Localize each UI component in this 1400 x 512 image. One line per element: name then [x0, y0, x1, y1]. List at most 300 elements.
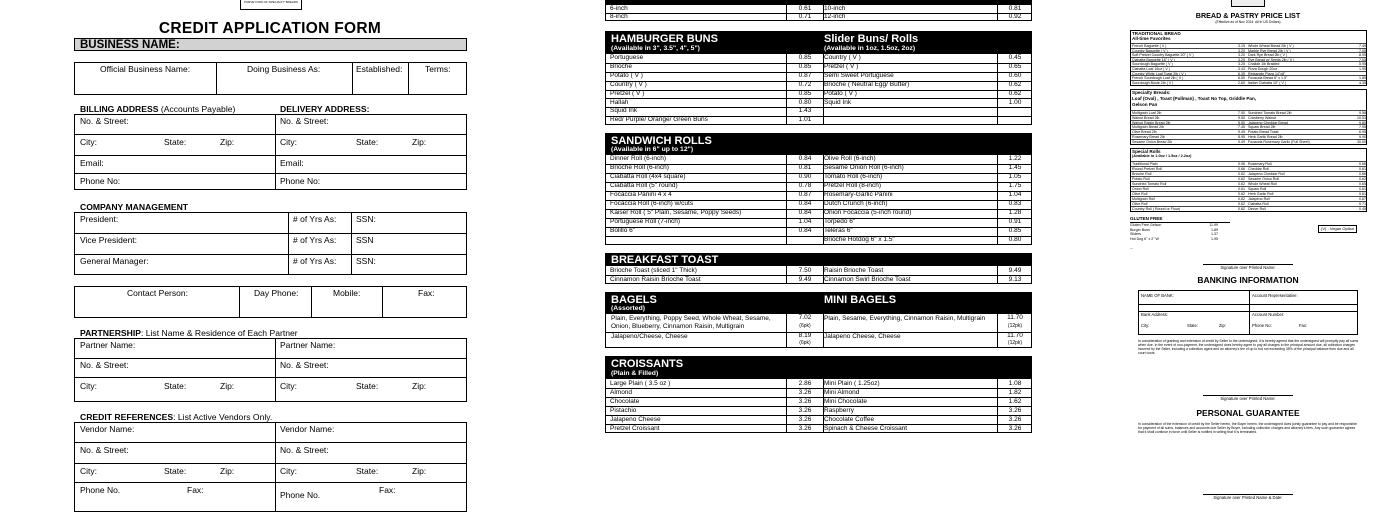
- menu-item-price: 1.62: [997, 397, 1032, 406]
- price-value: 0.61: [1238, 187, 1245, 191]
- menu-item-name: Pretzel ( V ): [610, 89, 645, 97]
- price-item-name: Soft Pretzel Country Baguette 20" ( V ): [1132, 53, 1194, 58]
- price-value: 0.62: [1238, 177, 1245, 181]
- menu-item-price: 3.26: [786, 415, 824, 424]
- signature-line-2: Signature over Printed Name:: [1203, 395, 1293, 402]
- bagels-title: BAGELS: [611, 294, 657, 306]
- bagels-cheese-price: 8.19: [798, 332, 812, 339]
- menu-item-price: 3.26: [786, 406, 824, 415]
- mini-bagels-flavors: Plain, Sesame, Everything, Cinnamon Raisin, Multigrain: [824, 315, 986, 322]
- menu-item-name: Pretzel Roll (8-inch): [824, 181, 882, 189]
- bank-zip-label: Zip:: [1219, 323, 1226, 328]
- banking-info-box: [1138, 290, 1358, 335]
- partner2-city-label: City:: [280, 381, 297, 391]
- menu-item-price: 0.81: [786, 164, 824, 173]
- price-item-name: Multigrain Bread 2lb: [1132, 125, 1164, 130]
- price-value: 3.25: [1238, 57, 1245, 62]
- price-value: 0.62: [1238, 207, 1245, 211]
- price-item-name: Sesame Onion Roll: [1248, 177, 1279, 181]
- price-value: 1.95: [1359, 67, 1366, 71]
- bagels-row-1: [606, 314, 1031, 333]
- menu-item-price: 9.49: [997, 266, 1032, 275]
- hamburger-title: HAMBURGER BUNS: [611, 33, 718, 45]
- hamburger-rows: [606, 54, 1031, 125]
- menu-item-name: [824, 107, 994, 116]
- vendor1-phone-label: Phone No.: [80, 485, 121, 495]
- price-item-name: Cheddar Roll: [1248, 167, 1269, 171]
- menu-item-name: Dutch Crunch (6-inch): [824, 199, 888, 207]
- billing-state-label: State:: [164, 137, 187, 147]
- partnership-box: [74, 338, 467, 402]
- price-value: 10.53: [1357, 115, 1366, 120]
- menu-item-name: Brioche Hotdog 6" x 1.5": [824, 235, 895, 243]
- price-value: 9.49: [1238, 139, 1245, 144]
- price-item-name: Onion Roll: [1132, 187, 1149, 191]
- sandwich-section: [605, 133, 1032, 245]
- price-item-name: Ciabatta Roll: [1248, 202, 1269, 206]
- price-item-name: French Sourdough Loaf 2lb ( V ): [1132, 76, 1184, 81]
- billing-delivery-box: [74, 114, 467, 190]
- banking-info-title: BANKING INFORMATION: [1197, 275, 1299, 285]
- mini-bagels-price: 11.70: [1007, 314, 1023, 321]
- menu-item-name: Portuguese Roll (7-inch): [610, 217, 681, 225]
- gluten-free-item: Hot Dog 6" x 2" W: [1130, 236, 1159, 241]
- price-item-name: Ciabatta Loaf 16oz ( V ): [1132, 67, 1170, 71]
- price-item-name: Sundried Tomato Bread 2lb: [1248, 111, 1292, 115]
- price-item-name: Herb Garlic Roll: [1248, 192, 1274, 196]
- price-item-name: Rosemary Roll: [1248, 162, 1272, 166]
- price-value: 0.61: [1359, 167, 1366, 171]
- menu-item-price: 1.22: [997, 155, 1032, 164]
- menu-item-price: 1.04: [786, 218, 824, 227]
- bagels-row-2: [606, 332, 1031, 348]
- gm-ssn-label: SSN:: [356, 256, 376, 266]
- menu-item-name: Brioche Toast (sliced 1" Thick): [610, 267, 697, 274]
- menu-item-price: 0.84: [786, 227, 824, 236]
- menu-item-name: Focaccia Roll (6-inch) w/cuts: [610, 199, 694, 207]
- menu-item-name: Almond: [610, 389, 633, 396]
- price-value: 2.60: [1238, 80, 1245, 85]
- menu-item-name: Ciabatta Roll (4x4 square): [610, 172, 686, 180]
- price-item-name: Sundried Tomato Roll: [1132, 182, 1167, 186]
- partner1-name-label: Partner Name:: [80, 340, 136, 350]
- menu-item-price: 0.90: [786, 173, 824, 182]
- traditional-bread-rows: [1131, 43, 1366, 86]
- menu-item-price: 1.82: [997, 388, 1032, 397]
- mini-bagels-cheese-price: 11.70: [1007, 332, 1023, 339]
- vendor1-fax-label: Fax:: [187, 485, 204, 495]
- bank-fax-label: Fax:: [1299, 323, 1308, 328]
- price-item-name: Multigrain Loaf 2lb: [1132, 111, 1162, 115]
- price-value: 5.95: [1359, 62, 1366, 67]
- gluten-free-item: Burger Buns: [1130, 227, 1150, 232]
- price-item-name: Jalapeno Cheddar Bread: [1248, 120, 1288, 125]
- price-value: 0.66: [1359, 172, 1366, 176]
- menu-item-name: Hallah: [610, 98, 629, 106]
- fax-label: Fax:: [418, 288, 435, 298]
- price-value: 1.85: [1359, 76, 1366, 81]
- menu-item-name: Bolillo 6": [610, 226, 636, 234]
- price-item-name: Focaccia Rosemary Garlic (Full Sheet): [1248, 139, 1310, 144]
- traditional-bread-box: [1130, 30, 1367, 86]
- menu-item-name: Country ( V ): [824, 54, 861, 61]
- croissants-header: [606, 357, 1031, 379]
- bagels-unit: (6pk): [799, 323, 811, 329]
- price-item-name: Squaw Bread 2lb: [1248, 125, 1276, 130]
- menu-item-price: 0.60: [997, 72, 1032, 81]
- partner2-zip-label: Zip:: [412, 381, 427, 391]
- price-value: 0.62: [1359, 177, 1366, 181]
- menu-item-name: Semi Sweet Portuguese: [824, 71, 894, 79]
- price-item-name: Dark Rye Bread 2lb ( V ): [1248, 53, 1288, 58]
- menu-item-price: 0.83: [997, 200, 1032, 209]
- menu-row: [606, 424, 1031, 433]
- menu-item-price: 2.86: [786, 379, 824, 388]
- price-item-name: Marble Rye Bread 2lb ( V ): [1248, 48, 1291, 53]
- price-value: 7.05: [1359, 48, 1366, 53]
- price-item-name: Country Baguette ( V ): [1132, 48, 1168, 53]
- price-item-name: Sourdough Boule 2lb ( V ): [1132, 80, 1174, 85]
- price-item-name: Traditional Plain: [1132, 162, 1158, 166]
- menu-item-price: 1.04: [997, 191, 1032, 200]
- menu-item-name: Cinnamon Swirl Brioche Toast: [824, 276, 911, 283]
- price-value: 0.66: [1359, 162, 1366, 166]
- menu-item-name: Torpedo 6": [824, 217, 856, 225]
- vegan-legend: (V) - Vegan Option: [1318, 225, 1357, 233]
- croissants-rows: [606, 379, 1031, 433]
- menu-item-price: 0.71: [786, 13, 824, 21]
- price-row: [1131, 139, 1366, 145]
- account-rep-label: Account Representative:: [1252, 293, 1298, 298]
- menu-item-price: 0.45: [997, 54, 1032, 63]
- price-item-name: Country Roll ( Round or Flour): [1132, 207, 1181, 211]
- specialty-bread-subheading: Loaf (Oval) , Toast (Pullman) , Toast No Top, Griddle Pan, Gelson Pan: [1132, 96, 1257, 107]
- menu-item-price: 0.78: [786, 182, 824, 191]
- menu-item-price: 0.61: [786, 5, 824, 13]
- price-value: 9.80: [1359, 120, 1366, 125]
- price-value: 8.95: [1238, 135, 1245, 139]
- gm-years-label: # of Yrs As:: [293, 256, 337, 266]
- toast-header: [606, 254, 1031, 266]
- price-row: [1131, 206, 1366, 212]
- menu-item-name: Pretzel Croissant: [610, 425, 660, 432]
- price-item-name: Focaccia Bread 8" x 1.5": [1248, 76, 1288, 81]
- toast-section: [605, 253, 1032, 284]
- menu-item-name: Large Plain ( 3.5 oz ): [610, 380, 671, 387]
- partner2-name-label: Partner Name:: [280, 340, 336, 350]
- mini-bagels-price-cell: [997, 314, 1032, 332]
- price-item-name: Country White Loaf Toast 2lb ( V ): [1132, 71, 1186, 76]
- menu-item-name: Tomato Roll (6-inch): [824, 172, 883, 180]
- menu-item-price: 9.49: [786, 275, 824, 284]
- menu-item-price: 0.72: [786, 81, 824, 90]
- price-item-name: Potato Roll: [1132, 177, 1150, 181]
- partner2-state-label: State:: [356, 381, 379, 391]
- price-item-name: Jalapeno Cheddar Roll: [1248, 172, 1285, 176]
- menu-item-name: Rosemary-Garlic Panini: [824, 190, 893, 198]
- mini-bagels-unit: (12pk): [1007, 323, 1023, 329]
- price-value: 3.20: [1238, 48, 1245, 53]
- price-item-name: Dinner Roll: [1248, 207, 1266, 211]
- price-value: 3.43: [1238, 67, 1245, 71]
- specialty-bread-box: [1130, 89, 1367, 145]
- specialty-bread-rows: [1131, 110, 1366, 145]
- gluten-free-box: [1130, 216, 1230, 246]
- menu-item-price: 0.85: [997, 227, 1032, 236]
- menu-item-name: Ciabatta Roll (5" round): [610, 181, 678, 189]
- menu-item-price: 0.80: [786, 99, 824, 108]
- vp-years-label: # of Yrs As:: [293, 235, 337, 245]
- hamburger-subtitle: (Available in 3", 3.5", 4", 5"): [611, 45, 700, 52]
- partner2-street-label: No. & Street:: [280, 360, 329, 370]
- credit-references-heading: CREDIT REFERENCES: List Active Vendors Only.: [80, 412, 273, 422]
- business-info-box: [74, 62, 467, 95]
- menu-item-name: Squid Ink: [610, 107, 638, 115]
- vendor1-state-label: State:: [164, 466, 187, 476]
- menu-item-name: Mini Chocolate: [824, 398, 867, 405]
- menu-item-name: Country ( V ): [610, 80, 647, 88]
- price-item-name: Walnut Bread 2lb: [1132, 115, 1160, 120]
- mobile-label: Mobile:: [333, 288, 361, 298]
- menu-item-name: Potato ( V ): [824, 89, 857, 97]
- signature-line-3: Signature over Printed Name & Date:: [1203, 494, 1293, 500]
- menu-item-name: 6-inch: [610, 5, 628, 12]
- price-item-name: Herb Garlic Bread 2lb: [1248, 135, 1283, 139]
- price-list-title: BREAD & PASTRY PRICE LIST: [1195, 11, 1301, 20]
- price-value: 0.61: [1359, 187, 1366, 191]
- menu-item-price: [786, 236, 824, 245]
- menu-item-name: Mini Plain ( 1.25oz): [824, 380, 880, 387]
- menu-item-name: Raspberry: [824, 407, 854, 414]
- menu-item-name: Mini Almond: [824, 389, 860, 396]
- menu-item-name: Chocolate: [610, 398, 640, 405]
- menu-item-price: 0.87: [786, 72, 824, 81]
- menu-item-price: 0.92: [997, 13, 1032, 21]
- mini-bagels-cheese-price-cell: [997, 332, 1032, 348]
- top-size-table: [605, 4, 1032, 21]
- price-value: 9.90: [1359, 135, 1366, 139]
- day-phone-label: Day Phone:: [254, 288, 299, 298]
- billing-city-label: City:: [80, 137, 97, 147]
- bagels-header: [606, 293, 1031, 314]
- special-rolls-heading: Special Rolls: [1132, 149, 1161, 154]
- vendor2-city-label: City:: [280, 466, 297, 476]
- menu-item-price: 0.81: [997, 5, 1032, 13]
- bagels-section: [605, 292, 1032, 348]
- price-item-name: Challah 1lb Braided: [1248, 62, 1280, 67]
- menu-item-price: 1.01: [786, 116, 824, 125]
- menu-item-name: Jalapeno Cheese: [610, 416, 661, 423]
- company-management-box: [74, 212, 467, 275]
- terms-label: Terms:: [425, 64, 451, 74]
- special-rolls-box: [1130, 148, 1367, 212]
- specialty-bread-heading: Specialty Breads:: [1132, 90, 1171, 95]
- vp-ssn-label: SSN: [356, 235, 374, 245]
- price-item-name: French Baguette ( V ): [1132, 44, 1167, 48]
- menu-item-price: [997, 116, 1032, 125]
- price-item-name: Olive Roll: [1132, 192, 1148, 196]
- traditional-bread-heading: TRADITIONAL BREAD: [1132, 31, 1181, 36]
- price-value: 9.50: [1238, 120, 1245, 125]
- established-label: Established:: [356, 64, 403, 74]
- price-value: 9.45: [1238, 130, 1245, 135]
- menu-item-name: [824, 116, 994, 125]
- price-value: 9.50: [1238, 115, 1245, 120]
- menu-item-name: Dinner Roll (6-inch): [610, 155, 666, 162]
- menu-item-price: 1.75: [997, 182, 1032, 191]
- menu-item-price: 3.26: [997, 415, 1032, 424]
- price-value: 7.45: [1238, 125, 1245, 130]
- price-value: 9.58: [1359, 111, 1366, 115]
- menu-item-name: Chocolate Coffee: [824, 416, 875, 423]
- price-item-name: Italian Ciabatta 10" ( V ): [1248, 80, 1287, 85]
- croissants-title: CROISSANTS: [611, 358, 684, 370]
- price-item-name: Round Pretzel Roll: [1132, 167, 1162, 171]
- price-value: 6.35: [1238, 71, 1245, 76]
- gluten-free-note: —: [1130, 246, 1133, 250]
- account-number-label: Account Number:: [1252, 312, 1285, 317]
- price-item-name: Whole Wheat Roll: [1248, 182, 1277, 186]
- price-value: 7.49: [1359, 44, 1366, 48]
- delivery-street-label: No. & Street:: [280, 116, 329, 126]
- menu-item-name: Sesame Onion Roll (6-inch): [824, 163, 904, 171]
- menu-item-name: Spinach & Cheese Croissant: [824, 425, 908, 432]
- menu-item-name: Teleras 6": [824, 226, 853, 234]
- bank-state-label: State:: [1187, 323, 1198, 328]
- menu-item-price: 3.26: [786, 424, 824, 433]
- hamburger-section: [605, 31, 1032, 125]
- bagels-flavors: Plain, Everything, Poppy Seed, Whole Wheat, Sesame, Onion, Blueberry, Cinnamon Raisin, Multigrain: [611, 315, 771, 330]
- price-item-name: Whole Wheat Bread 2lb ( V ): [1248, 44, 1294, 48]
- sandwich-subtitle: (Available in 6" up to 12"): [611, 146, 694, 153]
- menu-item-name: 8-inch: [610, 13, 628, 20]
- price-value: 30.00: [1357, 139, 1366, 144]
- official-business-name-label: Official Business Name:: [100, 64, 191, 74]
- price-value: 0.61: [1359, 192, 1366, 196]
- price-list-logo: [1231, 0, 1265, 7]
- doing-business-as-label: Doing Business As:: [247, 64, 321, 74]
- menu-item-name: Pretzel ( V ): [824, 62, 859, 70]
- logo-text: PURVEYORS OF SPECIALTY BREADS: [243, 0, 299, 4]
- contact-box: [74, 286, 467, 318]
- price-value: 7.95: [1359, 125, 1366, 130]
- menu-item-name: Portuguese: [610, 54, 644, 61]
- mini-bagels-title: MINI BAGELS: [824, 294, 897, 306]
- menu-item-name: Onion Focaccia (5-inch round): [824, 208, 912, 216]
- price-value: 0.65: [1359, 182, 1366, 186]
- price-value: 3.25: [1238, 62, 1245, 67]
- price-item-name: Sourdough Baguette ( V ): [1132, 62, 1173, 67]
- gluten-free-heading: GLUTEN FREE: [1130, 216, 1230, 223]
- gluten-free-item: Gluten Free Gelson: [1130, 223, 1162, 227]
- menu-item-name: Kaiser Roll ( 5" Plain, Sesame, Poppy Seeds): [610, 208, 742, 216]
- vendor2-state-label: State:: [356, 466, 379, 476]
- sandwich-rows: [606, 155, 1031, 245]
- billing-email-label: Email:: [80, 158, 104, 168]
- president-label: President:: [80, 214, 119, 224]
- menu-item-price: 0.87: [786, 191, 824, 200]
- terms-paragraph: In consideration of granting and extension of credit by Seller to the undersigned, it is hereby agreed that the undersigned will promptly pay all sums when due. In the event of non-payment, the undersigned does hereby agree to pay all charges to the principal amount due, all collection charges incurred by the Seller, including a collection agent and an attorney's fee of up to but not exceeding 35% of the principal balance then due and all court costs.: [1138, 339, 1359, 356]
- vendor1-zip-label: Zip:: [220, 466, 235, 476]
- menu-item-price: 0.84: [786, 209, 824, 218]
- menu-item-name: Cinnamon Raisin Brioche Toast: [610, 276, 701, 283]
- credit-references-box: [74, 422, 467, 512]
- business-name-bar: BUSINESS NAME:: [74, 38, 467, 51]
- special-rolls-rows: [1131, 161, 1366, 212]
- delivery-address-heading: DELIVERY ADDRESS:: [280, 104, 370, 114]
- president-years-label: # of Yrs As:: [293, 214, 337, 224]
- hamburger-header: [606, 32, 1031, 54]
- price-item-name: Ciabatta Baguette 16" ( V ): [1132, 57, 1175, 62]
- gluten-free-rows: [1130, 223, 1230, 243]
- price-item-name: Rectangle Pizza 14"x8": [1248, 71, 1286, 76]
- gluten-free-price: 1.37: [1211, 232, 1218, 237]
- gluten-free-price: 1.89: [1211, 227, 1218, 232]
- croissants-section: [605, 356, 1032, 433]
- bagels-price-cell: [786, 314, 824, 332]
- slider-title: Slider Buns/ Rolls: [824, 33, 919, 45]
- billing-phone-label: Phone No:: [80, 176, 121, 186]
- price-value: 0.62: [1238, 202, 1245, 206]
- bagels-price: 7.02: [798, 314, 812, 321]
- bread-pastry-price-list: [1128, 0, 1368, 500]
- menu-item-price: 0.80: [997, 236, 1032, 245]
- menu-item-price: 0.91: [997, 218, 1032, 227]
- price-value: 0.62: [1238, 197, 1245, 201]
- mini-bagels-cheese-unit: (12pk): [1007, 339, 1023, 346]
- price-item-name: Walnut Raisin Bread 2lb: [1132, 120, 1171, 125]
- menu-item-name: [610, 236, 780, 245]
- menu-item-name: 10-inch: [824, 5, 846, 12]
- price-value: 8.95: [1359, 53, 1366, 58]
- toast-rows: [606, 266, 1031, 284]
- bagels-cheese: Jalapeno/Cheese, Cheese: [611, 333, 688, 340]
- price-value: 0.62: [1238, 192, 1245, 196]
- price-value: 7.05: [1359, 57, 1366, 62]
- menu-item-price: 0.85: [786, 63, 824, 72]
- partner1-city-label: City:: [80, 381, 97, 391]
- price-row: [1131, 80, 1366, 86]
- price-value: 4.35: [1359, 80, 1366, 85]
- mini-bagels-cheese: Jalapeno Cheese, Cheese: [824, 333, 901, 340]
- menu-row: [606, 236, 1031, 245]
- vendor1-name-label: Vendor Name:: [80, 424, 135, 434]
- price-value: 0.62: [1238, 182, 1245, 186]
- vice-president-label: Vice President:: [80, 235, 138, 245]
- special-rolls-subheading: (Available in 1.0oz / 1.5oz / 2.2oz): [1132, 154, 1192, 158]
- company-management-heading: COMPANY MANAGEMENT: [80, 202, 189, 212]
- price-list-effective: (Effective as of Nov 2024. All in US Dollars): [1215, 20, 1281, 24]
- traditional-bread-subheading: All-time Favorites: [1132, 36, 1171, 41]
- menu-item-price: 9.13: [997, 275, 1032, 284]
- menu-item-price: [997, 107, 1032, 116]
- price-value: 3.20: [1238, 53, 1245, 58]
- menu-item-price: 0.84: [786, 155, 824, 164]
- price-item-name: Potato Bread Toast: [1248, 130, 1279, 135]
- menu-row: [606, 275, 1031, 284]
- bank-address-label: Bank Address:: [1141, 312, 1169, 317]
- price-item-name: Multigrain Roll: [1132, 197, 1155, 201]
- gluten-free-price: 11.99: [1209, 223, 1218, 227]
- signature-line-1: Signature over Printed Name:: [1203, 264, 1293, 271]
- menu-item-price: 0.85: [786, 90, 824, 99]
- bank-city-label: City:: [1141, 323, 1150, 328]
- toast-title: BREAKFAST TOAST: [611, 254, 719, 266]
- price-value: 3.15: [1238, 44, 1245, 48]
- delivery-phone-label: Phone No:: [280, 176, 321, 186]
- menu-item-price: 7.50: [786, 266, 824, 275]
- price-item-name: Sesame Onion Bread 2lb: [1132, 139, 1173, 144]
